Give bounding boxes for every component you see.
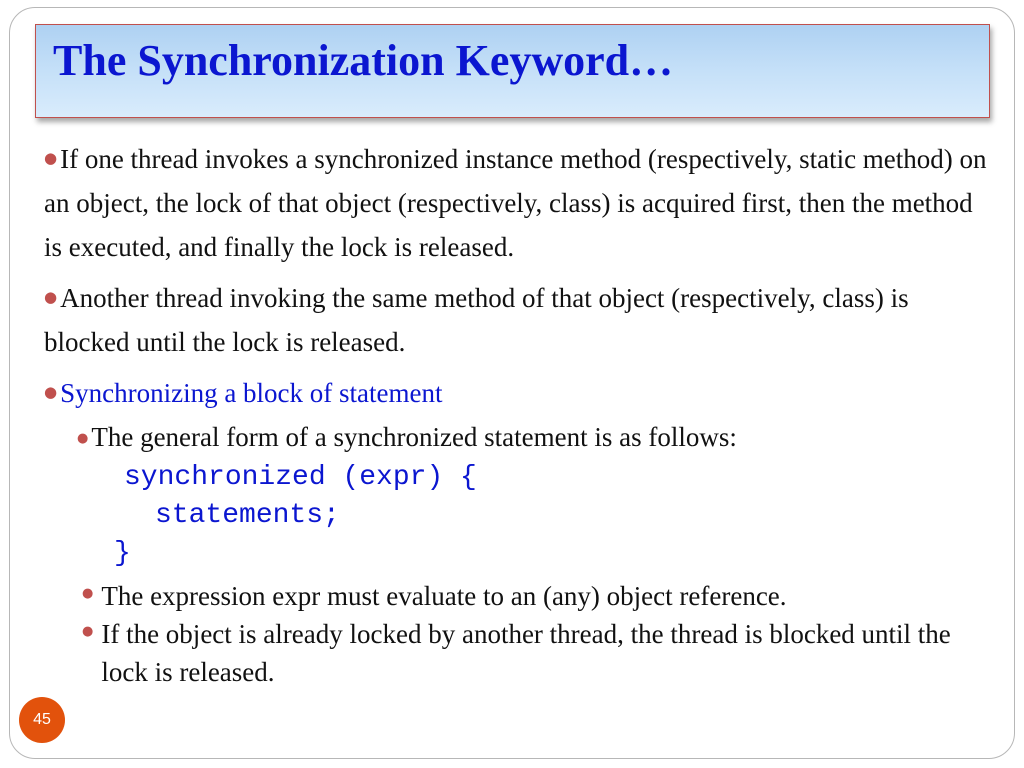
bullet-icon: ●: [82, 586, 94, 601]
code-line-3: }: [114, 538, 131, 569]
bullet-general-form: [44, 417, 994, 459]
heading-text: Synchronizing a block of statement: [60, 378, 443, 408]
sub-bullet-item: [82, 615, 994, 691]
sub-bullet-text: The expression expr must evaluate to an (any) object reference.: [101, 581, 787, 611]
bullet-icon: ●: [44, 383, 58, 401]
slide-content: [44, 136, 994, 691]
general-form-text: The general form of a synchronized statement is as follows:: [91, 422, 737, 452]
bullet-icon: ●: [44, 149, 58, 167]
bullet-icon: ●: [44, 288, 58, 306]
page-number-badge: 45: [19, 697, 65, 743]
sub-bullet-list: [44, 577, 994, 691]
bullet-paragraph-2: [44, 275, 994, 364]
title-box: [35, 24, 990, 118]
bullet-paragraph-1: [44, 136, 994, 269]
code-line-2: statements;: [155, 500, 340, 531]
paragraph-2-text: Another thread invoking the same method of that object (respectively, class) is blocked until the lock is released.: [44, 283, 909, 357]
bullet-icon: ●: [77, 431, 89, 446]
bullet-heading: [44, 370, 994, 415]
paragraph-1-text: If one thread invokes a synchronized instance method (respectively, static method) on an object, the lock of that object (respectively, class) is acquired first, then the method is executed, and finally the lock is released.: [44, 144, 987, 262]
sub-bullet-item: [82, 577, 994, 615]
sub-bullet-text: If the object is already locked by another thread, the thread is blocked until the lock is released.: [101, 619, 951, 687]
bullet-icon: ●: [82, 624, 94, 639]
code-line-1: synchronized (expr) {: [124, 462, 477, 493]
slide-title: The Synchronization Keyword…: [53, 36, 674, 85]
